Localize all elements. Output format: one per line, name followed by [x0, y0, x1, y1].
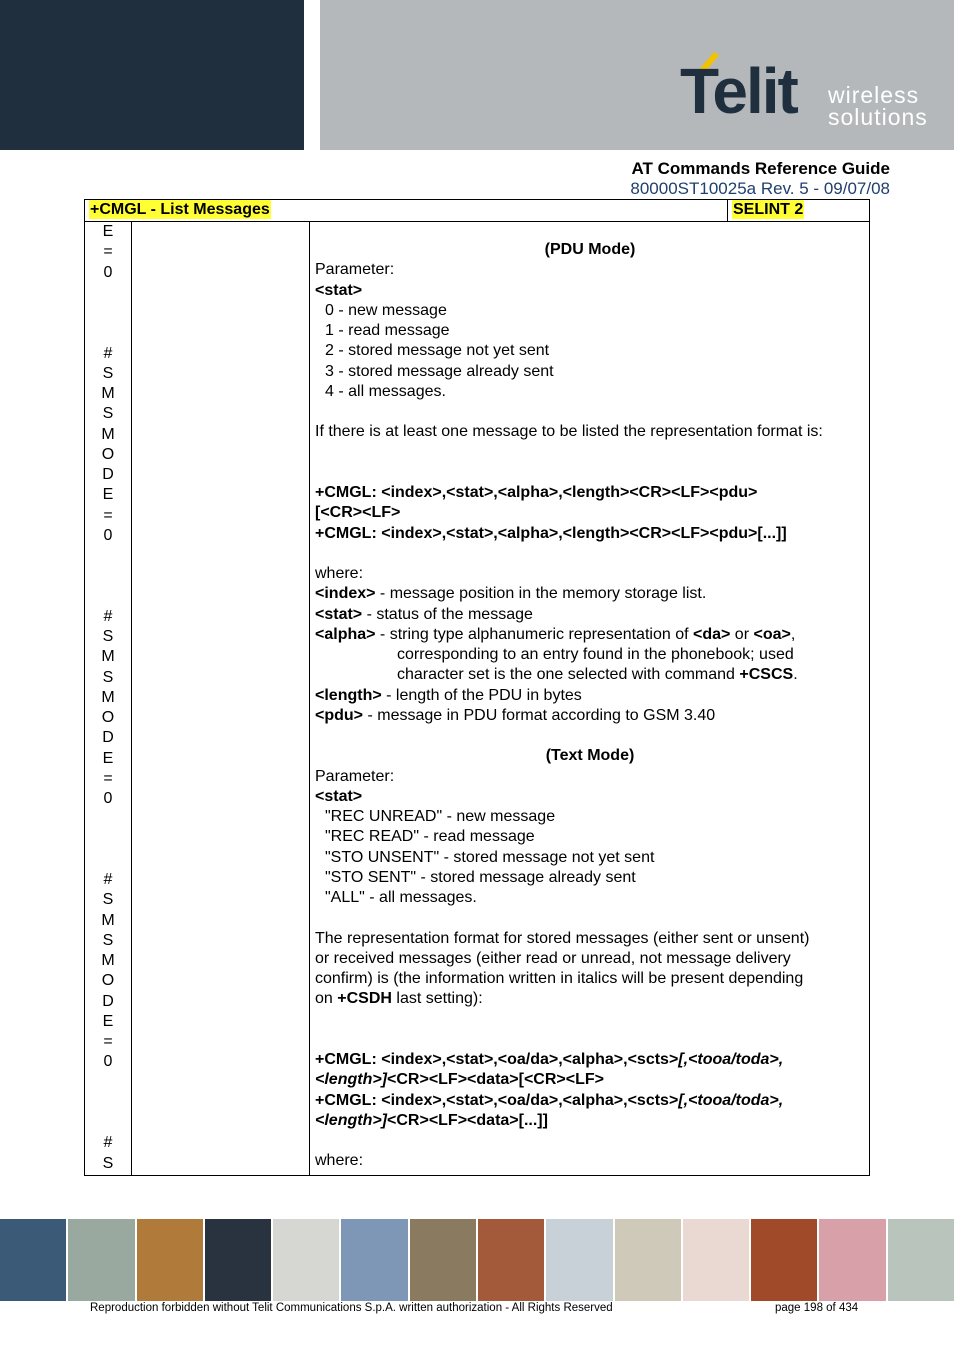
index-name: <index> [315, 585, 376, 603]
pdu-param [315, 706, 865, 726]
command-table [84, 199, 870, 1176]
text-format-italic: <length>] [315, 1111, 388, 1129]
pdu-format-line: +CMGL: <index>,<stat>,<alpha>,<length><CR><LF><pdu> [315, 484, 758, 501]
spacer [315, 908, 865, 928]
footer-photo [273, 1219, 339, 1301]
length-desc: - length of the PDU in bytes [381, 686, 582, 704]
text-format-line [315, 1070, 865, 1090]
table-header-row [85, 200, 869, 222]
length-param [315, 686, 865, 706]
text-format-part: +CMGL: <index>,<stat>,<oa/da>,<alpha>,<scts> [315, 1091, 679, 1109]
alpha-comma: , [790, 625, 796, 643]
footer-photo-strip [0, 1219, 954, 1301]
column-divider-1 [131, 221, 132, 1176]
text-format-line [315, 1091, 865, 1111]
vertical-command-text: E = 0 # S M S M O D E = 0 # S M S M O D E = 0 # S M S M O D E = 0 # S [101, 223, 115, 1172]
pdu-format-line: [<CR><LF> [315, 504, 401, 522]
stat-label: <stat> [315, 787, 363, 805]
footer-photo [478, 1219, 544, 1301]
footer-photo [0, 1219, 66, 1301]
pdu-stat-value: 4 - all messages. [325, 382, 446, 400]
alpha-param [315, 625, 865, 645]
text-format-italic: [,<tooa/toda>, [678, 1091, 784, 1109]
text-intro-line [315, 989, 865, 1009]
column-divider-2 [309, 221, 310, 1176]
header-divider [727, 200, 728, 221]
footer-photo [341, 1219, 407, 1301]
where-label: where: [315, 1152, 364, 1170]
where-label: where: [315, 565, 364, 582]
header-dark-panel [0, 0, 304, 150]
footer-photo [546, 1219, 612, 1301]
footer-photo [888, 1219, 954, 1301]
pdu-name: <pdu> [315, 706, 364, 724]
spacer [315, 402, 865, 422]
command-description [315, 240, 865, 1172]
logo-brand: Telit [680, 55, 797, 127]
length-name: <length> [315, 686, 382, 704]
pdu-stat-value: 1 - read message [325, 322, 450, 339]
pdu-stat-value: 3 - stored message already sent [325, 362, 554, 380]
footer-photo [683, 1219, 749, 1301]
telit-logo [676, 50, 936, 130]
text-format-italic: [,<tooa/toda>, [678, 1051, 784, 1068]
parameter-label: Parameter: [315, 261, 395, 279]
text-intro-line: confirm) is (the information written in italics will be present depending [315, 970, 804, 987]
parameter-label: Parameter: [315, 767, 395, 785]
spacer [315, 463, 865, 483]
text-format-italic: <length>] [315, 1071, 388, 1089]
pdu-desc: - message in PDU format according to GSM 3.40 [363, 706, 716, 724]
alpha-desc-3: character set is the one selected with command [397, 666, 740, 684]
alpha-desc: - string type alphanumeric representation of [375, 625, 693, 643]
stat-desc: - status of the message [362, 605, 533, 623]
text-intro-line: or received messages (either read or unread, not message delivery [315, 949, 791, 967]
stat-param [315, 605, 865, 625]
footer-photo [751, 1219, 817, 1301]
spacer [315, 726, 865, 746]
footer-photo [615, 1219, 681, 1301]
pdu-stat-value: 0 - new message [325, 301, 447, 319]
index-desc: - message position in the memory storage list. [375, 585, 707, 603]
alpha-period: . [793, 666, 798, 684]
text-intro-on: on [315, 990, 338, 1008]
footer-photo [819, 1219, 885, 1301]
spacer [315, 1030, 865, 1050]
spacer [315, 1131, 865, 1151]
text-stat-value: "REC UNREAD" - new message [325, 808, 556, 825]
spacer [315, 1010, 865, 1030]
alpha-cscs: +CSCS [739, 666, 794, 684]
logo-tagline-2: solutions [828, 104, 928, 130]
document-revision: 80000ST10025a Rev. 5 - 09/07/08 [630, 179, 890, 198]
text-format-line [315, 1111, 865, 1131]
footer-photo [205, 1219, 271, 1301]
text-stat-value: "REC READ" - read message [325, 828, 535, 846]
copyright-notice: Reproduction forbidden without Telit Communications S.p.A. written authorization - All Rights Reserved [90, 1302, 613, 1314]
page-number: page 198 of 434 [775, 1302, 859, 1314]
text-intro-line: The representation format for stored messages (either sent or unsent) [315, 929, 810, 947]
text-intro-end: last setting): [391, 990, 483, 1008]
stat-label: <stat> [315, 281, 363, 299]
alpha-desc-line: corresponding to an entry found in the phonebook; used [397, 646, 794, 663]
document-title: AT Commands Reference Guide [631, 159, 890, 178]
text-mode-heading: (Text Mode) [545, 747, 635, 765]
text-intro-csdh: +CSDH [337, 990, 392, 1008]
logo-tagline-1: wireless [828, 82, 920, 108]
text-format-part: <CR><LF><data>[...]] [387, 1111, 548, 1129]
stat-name: <stat> [315, 605, 363, 623]
pdu-mode-heading: (PDU Mode) [544, 241, 636, 258]
text-stat-value: "STO UNSENT" - stored message not yet sent [325, 848, 655, 866]
alpha-name: <alpha> [315, 625, 376, 643]
alpha-desc-line [315, 665, 865, 685]
footer-photo [68, 1219, 134, 1301]
alpha-da: <da> [692, 625, 731, 643]
alpha-oa: <oa> [753, 625, 791, 643]
spacer [315, 544, 865, 564]
text-format-part: +CMGL: <index>,<stat>,<oa/da>,<alpha>,<scts> [315, 1051, 679, 1068]
pdu-intro: If there is at least one message to be listed the representation format is: [315, 423, 823, 441]
index-param [315, 584, 865, 604]
text-stat-value: "ALL" - all messages. [325, 889, 477, 906]
text-format-part: <CR><LF><data>[<CR><LF> [387, 1071, 604, 1089]
text-format-line [315, 1050, 865, 1070]
interface-badge: SELINT 2 [733, 201, 804, 218]
alpha-or: or [730, 625, 754, 643]
command-name: +CMGL - List Messages [90, 201, 270, 218]
pdu-format-line: +CMGL: <index>,<stat>,<alpha>,<length><CR><LF><pdu>[...]] [315, 524, 787, 542]
pdu-stat-value: 2 - stored message not yet sent [325, 342, 550, 360]
text-stat-value: "STO SENT" - stored message already sent [325, 868, 636, 886]
footer-photo [410, 1219, 476, 1301]
footer-photo [137, 1219, 203, 1301]
